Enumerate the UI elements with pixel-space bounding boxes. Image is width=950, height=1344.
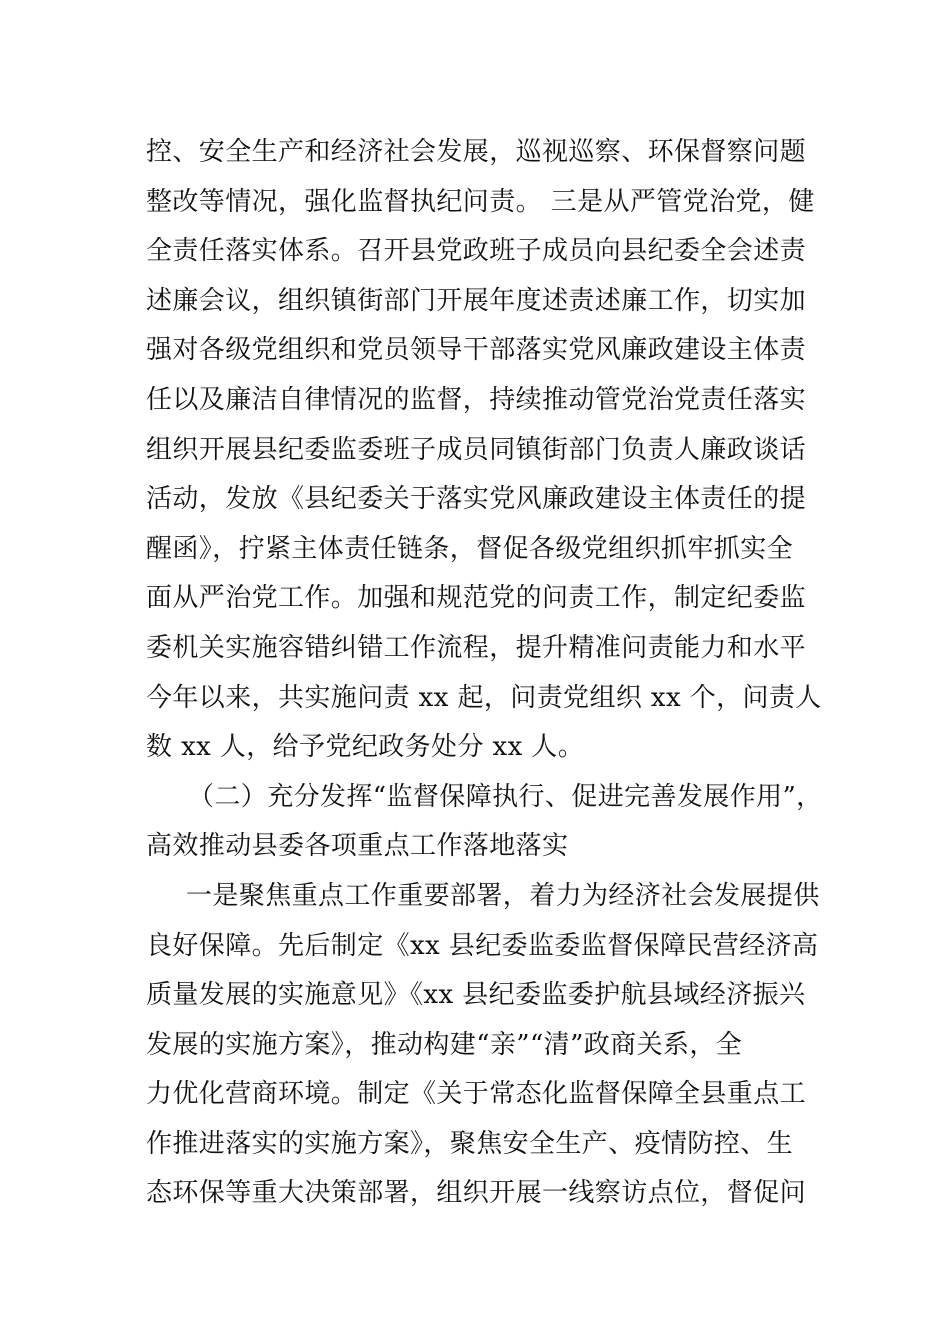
text-line: 整改等情况，强化监督执纪问责。 三是从严管党治党，健 xyxy=(146,186,815,217)
text-line: 良好保障。先后制定《xx 县纪委监委监督保障民营经济高 xyxy=(146,930,819,961)
text-line: 组织开展县纪委监委班子成员同镇街部门负责人廉政谈话 xyxy=(146,434,807,465)
text-line: 任以及廉洁自律情况的监督，持续推动管党治党责任落实 xyxy=(146,384,807,415)
text-line: 全责任落实体系。召开县党政班子成员向县纪委全会述责 xyxy=(146,236,807,267)
section-heading-line: 高效推动县委各项重点工作落地落实 xyxy=(146,831,569,862)
text-line: 态环保等重大决策部署，组织开展一线察访点位，督促问 xyxy=(146,1178,807,1209)
text-line: 醒函》，拧紧主体责任链条，督促各级党组织抓牢抓实全 xyxy=(146,533,794,564)
text-line: 活动，发放《县纪委关于落实党风廉政建设主体责任的提 xyxy=(146,484,807,515)
text-line: 控、安全生产和经济社会发展，巡视巡察、环保督察问题 xyxy=(146,137,807,167)
body-text xyxy=(146,128,846,1219)
text-line: 数 xx 人，给予党纪政务处分 xx 人。 xyxy=(146,732,585,763)
text-line: 面从严治党工作。加强和规范党的问责工作，制定纪委监 xyxy=(146,583,807,614)
text-line: 强对各级党组织和党员领导干部落实党风廉政建设主体责 xyxy=(146,335,807,366)
text-line: 作推进落实的实施方案》，聚焦安全生产、疫情防控、生 xyxy=(146,1128,794,1159)
text-line: 一是聚焦重点工作重要部署，着力为经济社会发展提供 xyxy=(186,880,820,911)
text-line: 述廉会议，组织镇街部门开展年度述责述廉工作，切实加 xyxy=(146,285,807,316)
section-heading-line: （二）充分发挥“监督保障执行、促进完善发展作用”， xyxy=(188,781,823,812)
text-line: 质量发展的实施意见》《xx 县纪委监委护航县域经济振兴 xyxy=(146,980,806,1011)
text-line: 委机关实施容错纠错工作流程，提升精准问责能力和水平 xyxy=(146,632,807,663)
text-line: 今年以来，共实施问责 xx 起，问责党组织 xx 个，问责人 xyxy=(146,682,822,713)
text-line: 发展的实施方案》，推动构建“亲”“清”政商关系，全 xyxy=(146,1029,743,1060)
text-line: 力优化营商环境。制定《关于常态化监督保障全县重点工 xyxy=(146,1079,807,1110)
